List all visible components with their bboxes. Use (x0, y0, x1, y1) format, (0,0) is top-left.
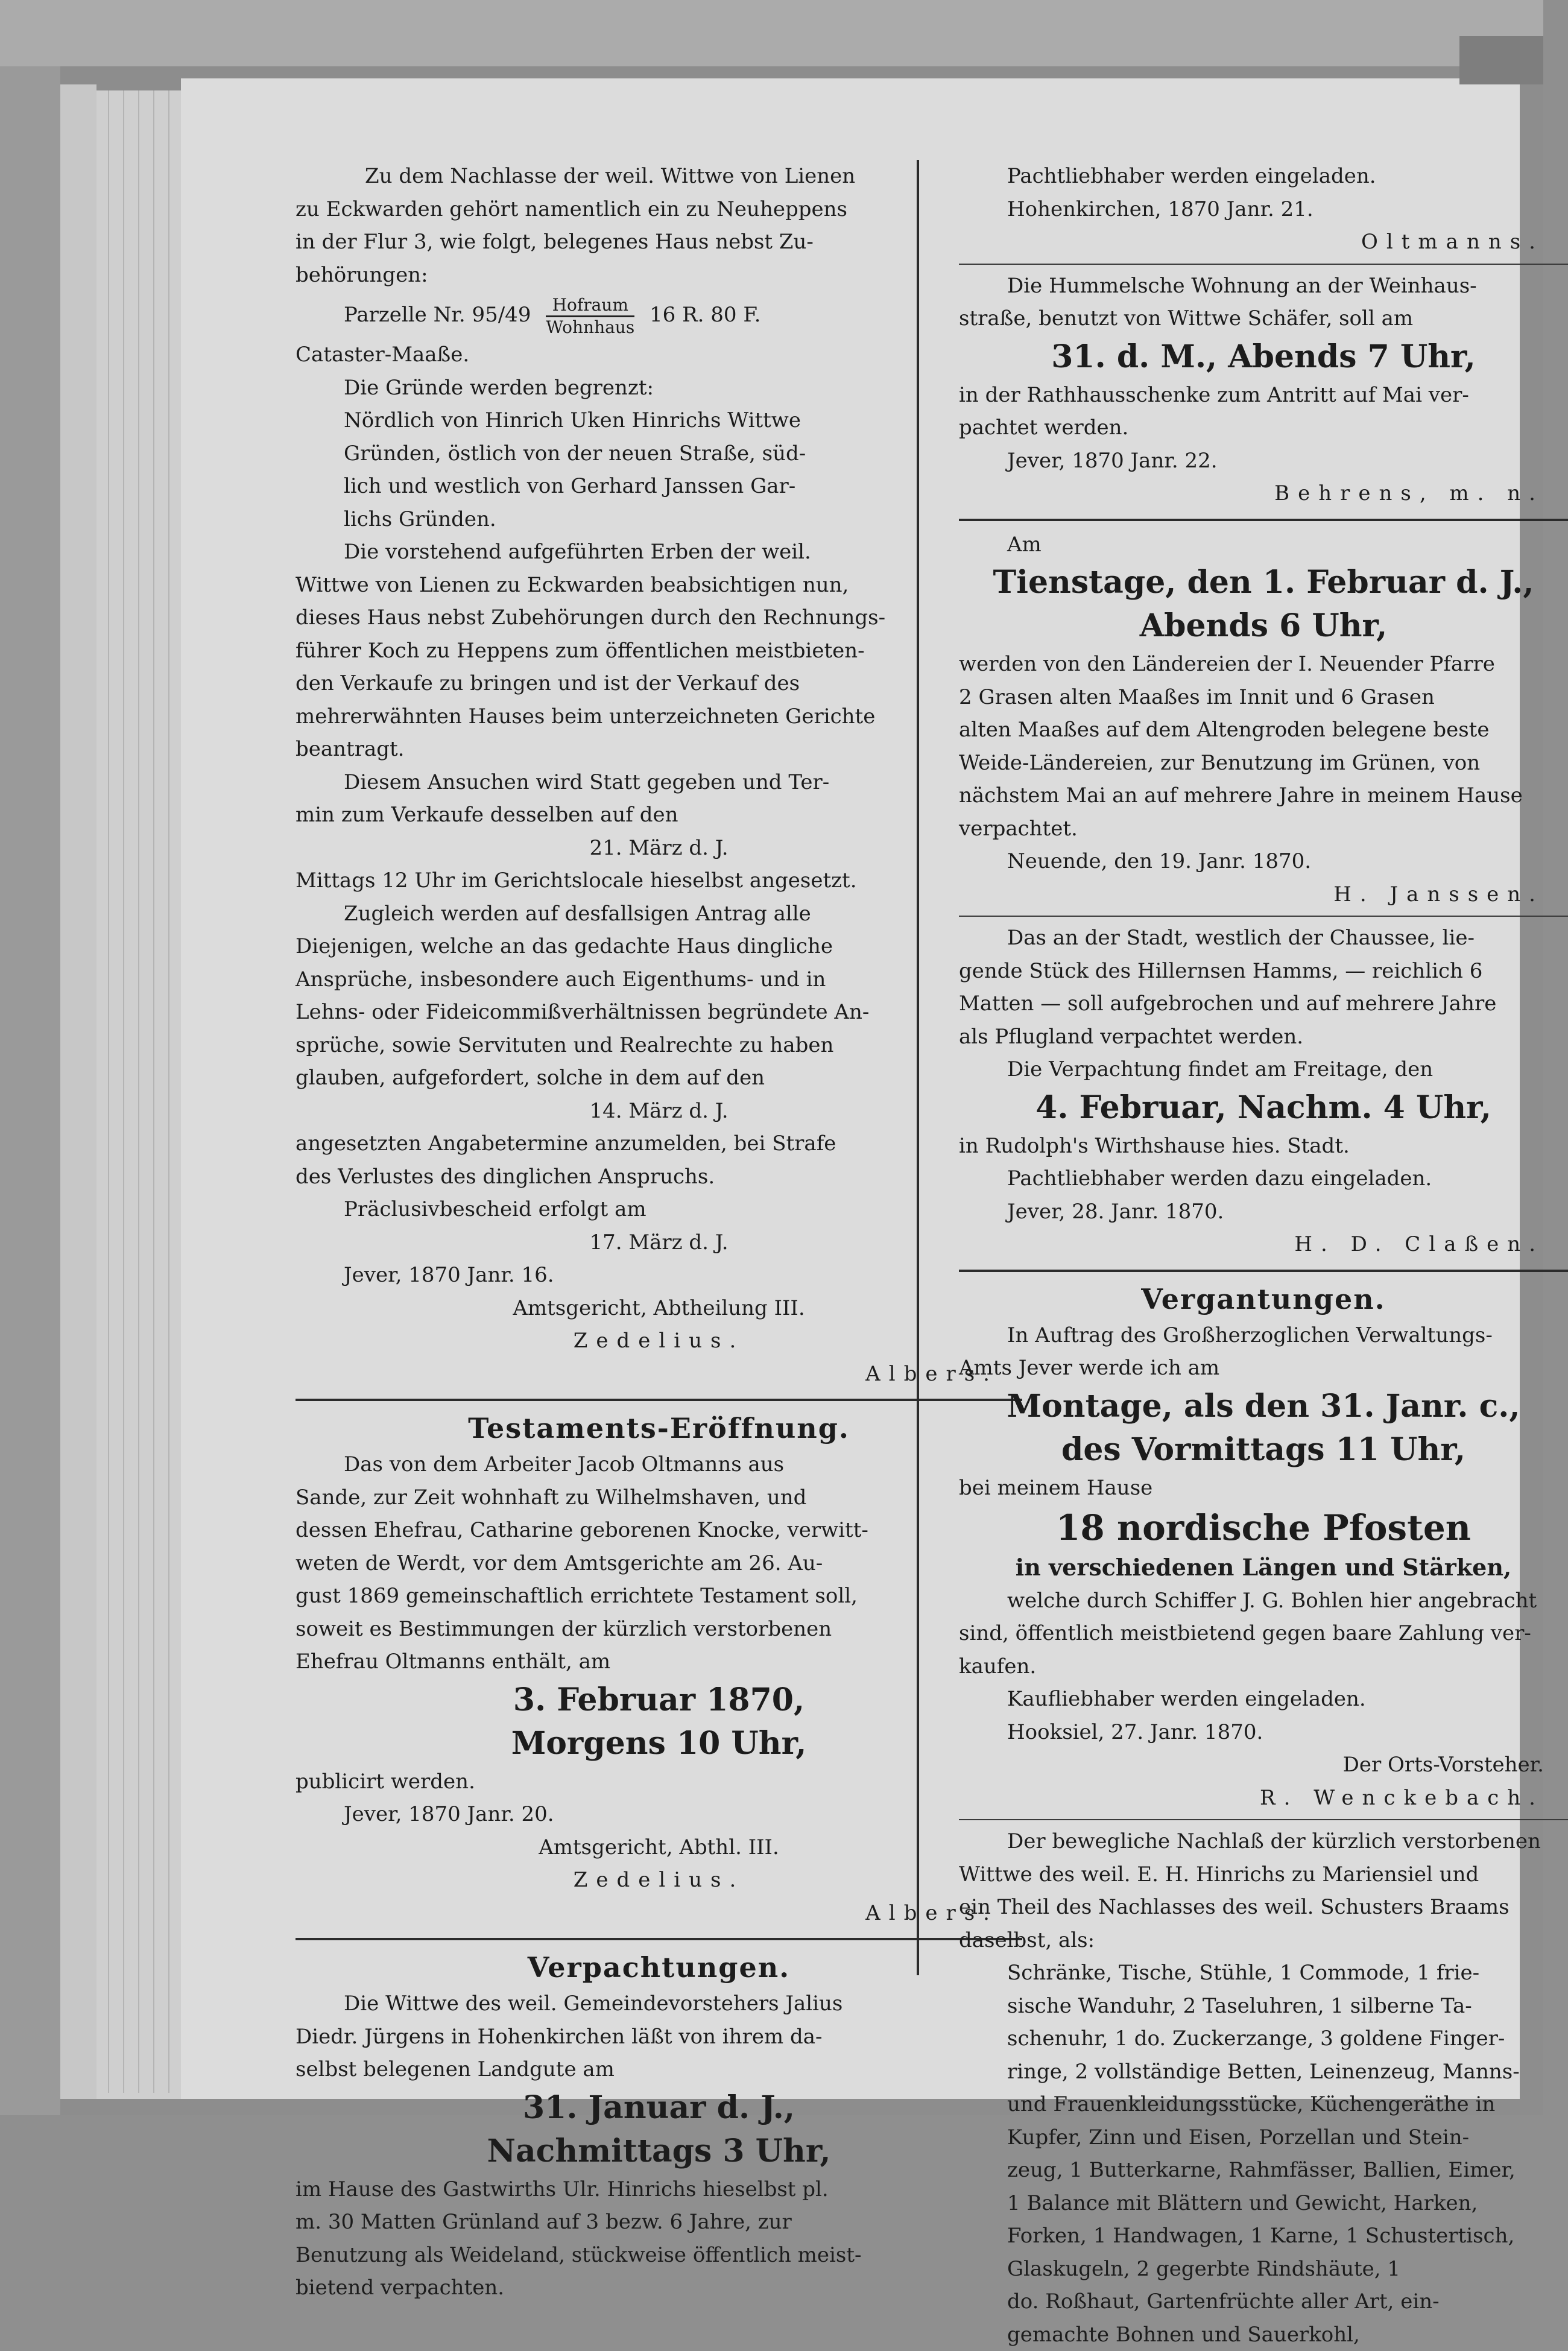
text-line: m. 30 Matten Grünland auf 3 bezw. 6 Jahre, zur (296, 2206, 1022, 2239)
text-line: und Frauenkleidungsstücke, Küchengeräthe in (959, 2088, 1568, 2121)
court-name: Amtsgericht, Abthl. III. (296, 1831, 1022, 1864)
text-line: zeug, 1 Butterkarne, Rahmfässer, Ballien, Eimer, (959, 2154, 1568, 2187)
text-line: Nördlich von Hinrich Uken Hinrichs Wittwe (296, 404, 1022, 437)
section-rule (959, 264, 1568, 265)
text-line: welche durch Schiffer J. G. Bohlen hier angebracht (959, 1584, 1568, 1618)
left-column (296, 160, 1022, 2305)
text-line: Lehns- oder Fideicommißverhältnissen begründete An- (296, 996, 1022, 1029)
text-line: Die Gründe werden begrenzt: (296, 372, 1022, 405)
text-line: Die Hummelsche Wohnung an der Weinhaus- (959, 270, 1568, 303)
section-rule (959, 916, 1568, 917)
section-rule (959, 1819, 1568, 1820)
text-line: Kaufliebhaber werden eingeladen. (959, 1683, 1568, 1716)
text-line: sprüche, sowie Servituten und Realrechte zu haben (296, 1029, 1022, 1062)
lease-continuation (959, 160, 1568, 259)
event-date: Montage, als den 31. Janr. c., (959, 1385, 1568, 1428)
place-date: Hohenkirchen, 1870 Janr. 21. (959, 193, 1568, 226)
text-line: führer Koch zu Heppens zum öffentlichen meistbieten- (296, 634, 1022, 668)
clerk-signature: Albers. (296, 1897, 1022, 1930)
text-line: publicirt werden. (296, 1765, 1022, 1799)
text-line: bei meinem Hause (959, 1472, 1568, 1505)
text-line: Diesem Ansuchen wird Statt gegeben und Ter- (296, 766, 1022, 799)
parcel-prefix: Parzelle Nr. 95/49 (344, 303, 531, 327)
text-line: weten de Werdt, vor dem Amtsgerichte am 26. Au- (296, 1547, 1022, 1580)
text-line: Zu dem Nachlasse der weil. Wittwe von Lienen (296, 160, 1022, 193)
text-line: Forken, 1 Handwagen, 1 Karne, 1 Schustertisch, (959, 2220, 1568, 2253)
auction-item: 18 nordische Pfosten (959, 1504, 1568, 1551)
text-line: Benutzung als Weideland, stückweise öffentlich meist- (296, 2239, 1022, 2272)
text-line: Pachtliebhaber werden dazu eingeladen. (959, 1162, 1568, 1195)
text-line: glauben, aufgefordert, solche in dem auf den (296, 1062, 1022, 1095)
text-line: soweit es Bestimmungen der kürzlich verstorbenen (296, 1613, 1022, 1646)
text-line: Weide-Ländereien, zur Benutzung im Grünen, von (959, 747, 1568, 780)
section-rule (296, 1399, 1022, 1401)
place-date: Hooksiel, 27. Janr. 1870. (959, 1716, 1568, 1749)
text-line: verpachtet. (959, 812, 1568, 846)
text-line: min zum Verkaufe desselben auf den (296, 799, 1022, 832)
signature: H. Janssen. (959, 878, 1568, 911)
text-line: do. Roßhaut, Gartenfrüchte aller Art, ein- (959, 2285, 1568, 2318)
event-date: Tienstage, den 1. Februar d. J., (959, 561, 1568, 604)
event-date: 3. Februar 1870, (296, 1679, 1022, 1722)
parcel-fraction (546, 295, 634, 338)
text-line: kaufen. (959, 1650, 1568, 1683)
event-time: des Vormittags 11 Uhr, (959, 1428, 1568, 1472)
testament-notice (296, 1408, 1022, 1929)
text-line: des Verlustes des dinglichen Anspruchs. (296, 1160, 1022, 1194)
signature: R. Wenckebach. (959, 1782, 1568, 1815)
text-line: angesetzten Angabetermine anzumelden, bei Strafe (296, 1127, 1022, 1160)
parcel-line (296, 291, 1022, 338)
event-date: 31. Januar d. J., (296, 2086, 1022, 2130)
text-line: zu Eckwarden gehört namentlich ein zu Neuheppens (296, 193, 1022, 226)
text-line: den Verkaufe zu bringen und ist der Verkauf des (296, 667, 1022, 700)
clerk-signature: Albers. (296, 1358, 1022, 1391)
text-line: straße, benutzt von Wittwe Schäfer, soll am (959, 302, 1568, 335)
signature: Behrens, m. n. (959, 477, 1568, 510)
text-line: Ansprüche, insbesondere auch Eigenthums- und in (296, 963, 1022, 996)
text-line: 2 Grasen alten Maaßes im Innit und 6 Grasen (959, 681, 1568, 714)
judge-signature: Zedelius. (296, 1864, 1022, 1897)
text-line: Amts Jever werde ich am (959, 1352, 1568, 1385)
parcel-frac-bottom: Wohnhaus (546, 317, 634, 338)
section-heading: Testaments-Eröffnung. (296, 1408, 1022, 1448)
text-line: lich und westlich von Gerhard Janssen Gar- (296, 470, 1022, 503)
text-line: Diedr. Jürgens in Hohenkirchen läßt von ihrem da- (296, 2020, 1022, 2054)
text-line: gende Stück des Hillernsen Hamms, — reichlich 6 (959, 955, 1568, 988)
text-line: dieses Haus nebst Zubehörungen durch den Rechnungs- (296, 601, 1022, 634)
text-line: behörungen: (296, 259, 1022, 292)
text-line: werden von den Ländereien der I. Neuender Pfarre (959, 648, 1568, 681)
text-line: Diejenigen, welche an das gedachte Haus dingliche (296, 930, 1022, 963)
text-line: sische Wanduhr, 2 Taseluhren, 1 silberne Ta- (959, 1990, 1568, 2023)
event-date: 4. Februar, Nachm. 4 Uhr, (959, 1086, 1568, 1130)
signature: H. D. Claßen. (959, 1228, 1568, 1261)
signature: Oltmanns. (959, 226, 1568, 259)
date-line: 17. März d. J. (296, 1226, 1022, 1259)
event-time: Abends 6 Uhr, (959, 604, 1568, 648)
estate-notice (296, 160, 1022, 1390)
place-date: Jever, 1870 Janr. 16. (296, 1259, 1022, 1292)
text-line: 1 Balance mit Blättern und Gewicht, Harken, (959, 2187, 1568, 2220)
text-line: Matten — soll aufgebrochen und auf mehrere Jahre (959, 987, 1568, 1020)
judge-signature: Zedelius. (296, 1324, 1022, 1358)
text-line: gemachte Bohnen und Sauerkohl, (959, 2318, 1568, 2351)
text-line: Das von dem Arbeiter Jacob Oltmanns aus (296, 1448, 1022, 1481)
section-rule (959, 1270, 1568, 1272)
text-line: Schränke, Tische, Stühle, 1 Commode, 1 frie- (959, 1957, 1568, 1990)
event-time: Nachmittags 3 Uhr, (296, 2130, 1022, 2173)
section-rule (296, 1938, 1022, 1940)
text-line: Pachtliebhaber werden eingeladen. (959, 160, 1568, 193)
date-line: 14. März d. J. (296, 1095, 1022, 1128)
text-line: Gründen, östlich von der neuen Straße, süd- (296, 437, 1022, 470)
text-line: Die Verpachtung findet am Freitage, den (959, 1053, 1568, 1086)
text-line: In Auftrag des Großherzoglichen Verwaltungs- (959, 1319, 1568, 1352)
text-line: in der Rathhausschenke zum Antritt auf Mai ver- (959, 379, 1568, 412)
text-line: gust 1869 gemeinschaftlich errichtete Testament soll, (296, 1580, 1022, 1613)
place-date: Neuende, den 19. Janr. 1870. (959, 845, 1568, 878)
text-line: Cataster-Maaße. (296, 338, 1022, 372)
hummel-notice (959, 270, 1568, 510)
text-line: beantragt. (296, 733, 1022, 766)
right-column (959, 160, 1568, 2351)
text-line: ein Theil des Nachlasses des weil. Schusters Braams (959, 1891, 1568, 1924)
text-line: Ehefrau Oltmanns enthält, am (296, 1645, 1022, 1679)
lease-notice (296, 1948, 1022, 2305)
place-date: Jever, 1870 Janr. 20. (296, 1798, 1022, 1831)
text-line: selbst belegenen Landgute am (296, 2053, 1022, 2086)
section-heading: Verpachtungen. (296, 1948, 1022, 1987)
text-line: lichs Gründen. (296, 503, 1022, 536)
text-line: pachtet werden. (959, 411, 1568, 445)
event-date: 31. d. M., Abends 7 Uhr, (959, 335, 1568, 379)
parcel-measure: 16 R. 80 F. (650, 303, 760, 327)
hillernsen-notice (959, 922, 1568, 1261)
text-line: schenuhr, 1 do. Zuckerzange, 3 goldene Finger- (959, 2022, 1568, 2055)
text-line: Wittwe des weil. E. H. Hinrichs zu Mariensiel und (959, 1858, 1568, 1891)
estate2-notice (959, 1825, 1568, 2351)
text-line: als Pflugland verpachtet werden. (959, 1020, 1568, 1054)
office-name: Der Orts-Vorsteher. (959, 1748, 1568, 1782)
date-line: 21. März d. J. (296, 832, 1022, 865)
text-line: Der bewegliche Nachlaß der kürzlich verstorbenen (959, 1825, 1568, 1858)
text-line: nächstem Mai an auf mehrere Jahre in meinem Hause (959, 779, 1568, 812)
auction-notice (959, 1279, 1568, 1815)
text-line: dessen Ehefrau, Catharine geborenen Knocke, verwitt- (296, 1514, 1022, 1547)
newspaper-page (181, 124, 1520, 2096)
text-line: daselbst, als: (959, 1924, 1568, 1957)
text-line: Kupfer, Zinn und Eisen, Porzellan und Stein- (959, 2121, 1568, 2154)
text-line: Sande, zur Zeit wohnhaft zu Wilhelmshaven, und (296, 1481, 1022, 1514)
text-line: Die Wittwe des weil. Gemeindevorstehers Jalius (296, 1987, 1022, 2020)
text-line: Mittags 12 Uhr im Gerichtslocale hieselbst angesetzt. (296, 864, 1022, 897)
court-name: Amtsgericht, Abtheilung III. (296, 1292, 1022, 1325)
place-date: Jever, 1870 Janr. 22. (959, 445, 1568, 478)
place-date: Jever, 28. Janr. 1870. (959, 1195, 1568, 1229)
text-line: sind, öffentlich meistbietend gegen baare Zahlung ver- (959, 1617, 1568, 1650)
section-heading: Vergantungen. (959, 1279, 1568, 1319)
neuende-notice (959, 528, 1568, 911)
text-line: Wittwe von Lienen zu Eckwarden beabsichtigen nun, (296, 569, 1022, 602)
text-line: Am (959, 528, 1568, 562)
text-line: Das an der Stadt, westlich der Chaussee, lie- (959, 922, 1568, 955)
auction-item-detail: in verschiedenen Längen und Stärken, (959, 1551, 1568, 1584)
text-line: alten Maaßes auf dem Altengroden belegene beste (959, 714, 1568, 747)
text-line: in Rudolph's Wirthshause hies. Stadt. (959, 1130, 1568, 1163)
section-rule (959, 519, 1568, 521)
text-line: Präclusivbescheid erfolgt am (296, 1193, 1022, 1226)
parcel-frac-top: Hofraum (546, 295, 634, 317)
event-time: Morgens 10 Uhr, (296, 1722, 1022, 1765)
text-line: ringe, 2 vollständige Betten, Leinenzeug, Manns- (959, 2055, 1568, 2089)
text-line: Zugleich werden auf desfallsigen Antrag alle (296, 897, 1022, 931)
text-line: Glaskugeln, 2 gegerbte Rindshäute, 1 (959, 2253, 1568, 2286)
text-line: bietend verpachten. (296, 2271, 1022, 2305)
text-line: Die vorstehend aufgeführten Erben der weil. (296, 536, 1022, 569)
text-line: mehrerwähnten Hauses beim unterzeichneten Gerichte (296, 700, 1022, 733)
text-line: in der Flur 3, wie folgt, belegenes Haus nebst Zu- (296, 226, 1022, 259)
text-line: im Hause des Gastwirths Ulr. Hinrichs hieselbst pl. (296, 2173, 1022, 2206)
